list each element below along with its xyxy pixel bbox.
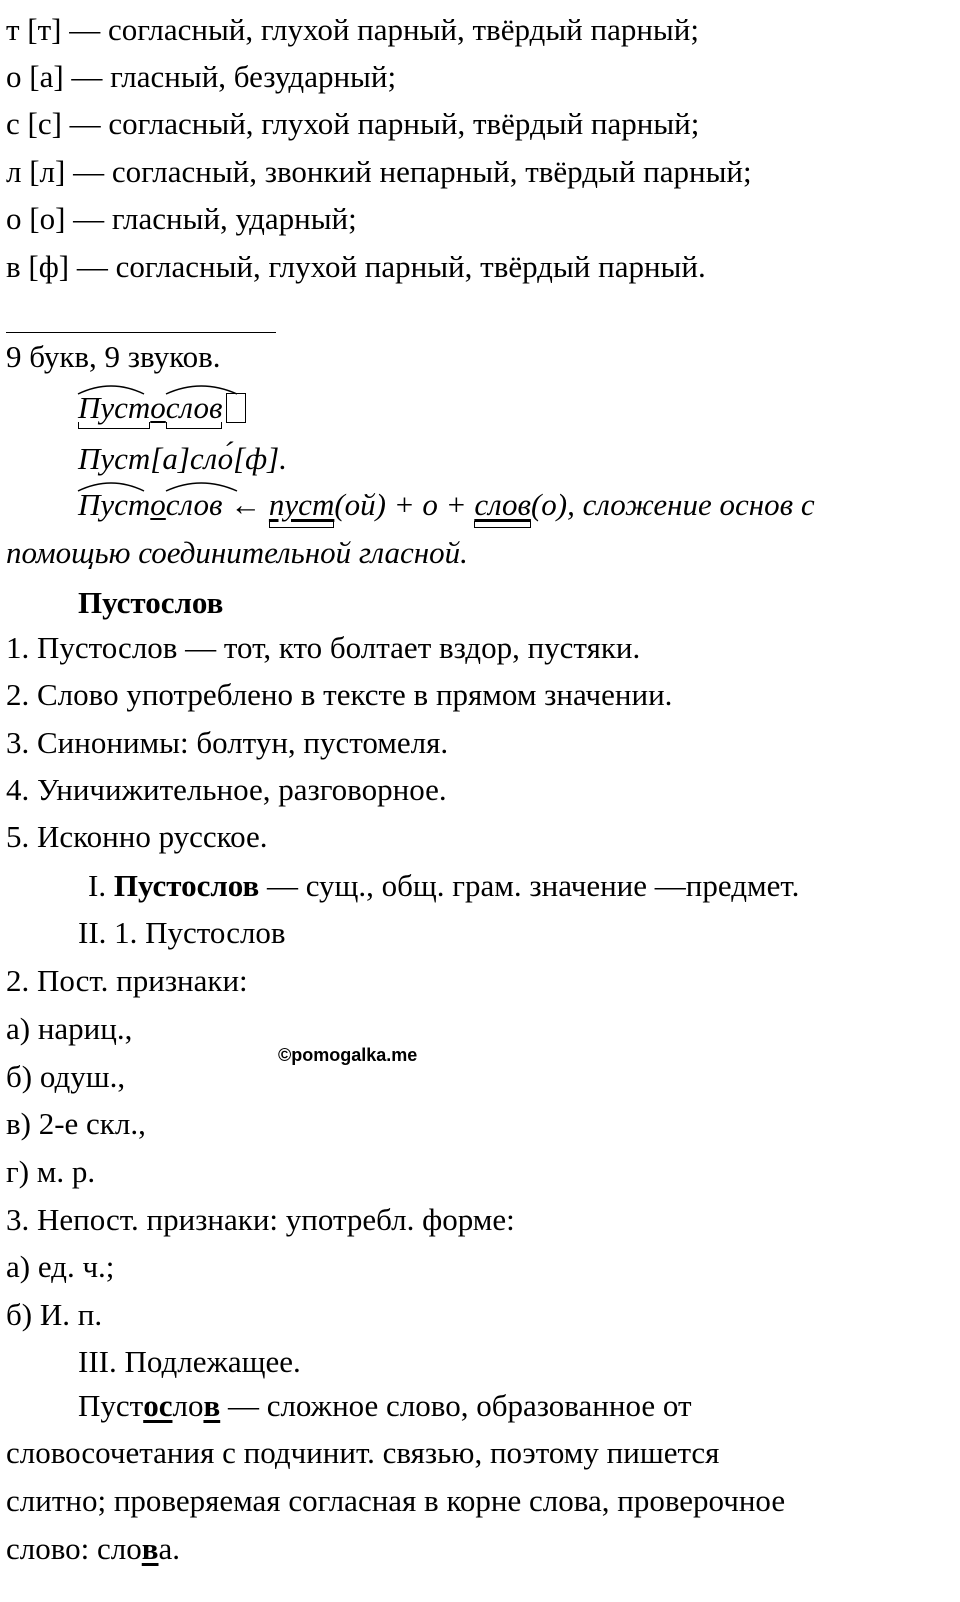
morph-line: в) 2-е скл., — [6, 1106, 146, 1141]
morph-line: г) м. р. — [6, 1154, 96, 1189]
transcription: Пуст[а]сло́[ф]. — [78, 441, 287, 476]
orthography-line: словосочетания с подчинит. связью, поэтому пишется — [6, 1435, 720, 1470]
stem-bracket — [166, 422, 223, 429]
root-morpheme: слов — [166, 489, 223, 520]
lexical-item: 4. Уничижительное, разговорное. — [6, 772, 447, 807]
lexical-item: 1. Пустослов — тот, кто болтает вздор, пустяки. — [6, 630, 641, 665]
lexical-item: 3. Синонимы: болтун, пустомеля. — [6, 725, 449, 760]
orthography-line: слово: слова. — [6, 1531, 181, 1566]
morph-line: а) нариц., — [6, 1011, 133, 1046]
derivation-line: Пусто слов ← пуст (ой) + о + слов (о), сложение основ с — [78, 489, 815, 520]
morphemic-breakdown — [78, 392, 246, 423]
stem-bracket — [78, 422, 150, 429]
orthography-line: Пустослов — сложное слово, образованное от — [78, 1388, 692, 1423]
morph-part-2: II. 1. Пустослов — [78, 915, 286, 950]
letters-sounds-count: 9 букв, 9 звуков. — [6, 339, 221, 374]
phonetic-line: с [с] — согласный, глухой парный, твёрдый парный; — [6, 106, 700, 141]
phonetic-line: в [ф] — согласный, глухой парный, твёрдый парный. — [6, 249, 706, 284]
phonetic-line: л [л] — согласный, звонкий непарный, твёрдый парный; — [6, 154, 752, 189]
morph-line: 2. Пост. признаки: — [6, 963, 248, 998]
section-title: Пустослов — [78, 585, 224, 620]
morph-line: а) ед. ч.; — [6, 1249, 115, 1284]
morph-part-1: I. Пустослов — сущ., общ. грам. значение —предмет. — [88, 868, 800, 903]
morph-line: б) одуш., — [6, 1059, 126, 1094]
zero-ending-box-icon — [226, 393, 246, 423]
morph-line: 3. Непост. признаки: употребл. форме: — [6, 1202, 515, 1237]
root-morpheme: слов — [166, 392, 223, 423]
phonetic-line: о [а] — гласный, безударный; — [6, 59, 397, 94]
watermark: ©pomogalka.me — [278, 1045, 418, 1065]
derivation-line-cont: помощью соединительной гласной. — [6, 535, 468, 570]
source-stem: пуст — [269, 489, 334, 520]
morph-line: б) И. п. — [6, 1297, 103, 1332]
lexical-item: 5. Исконно русское. — [6, 819, 268, 854]
lexical-item: 2. Слово употреблено в тексте в прямом значении. — [6, 677, 673, 712]
source-stem: слов — [474, 489, 531, 520]
root-morpheme: Пуст — [78, 392, 150, 423]
divider-rule — [6, 332, 276, 333]
phonetic-line: т [т] — согласный, глухой парный, твёрдый парный; — [6, 12, 699, 47]
orthography-line: слитно; проверяемая согласная в корне слова, проверочное — [6, 1483, 786, 1518]
phonetic-line: о [о] — гласный, ударный; — [6, 201, 357, 236]
morph-part-3: III. Подлежащее. — [78, 1344, 301, 1379]
root-morpheme: Пуст — [78, 489, 150, 520]
connecting-vowel: о — [150, 390, 166, 425]
